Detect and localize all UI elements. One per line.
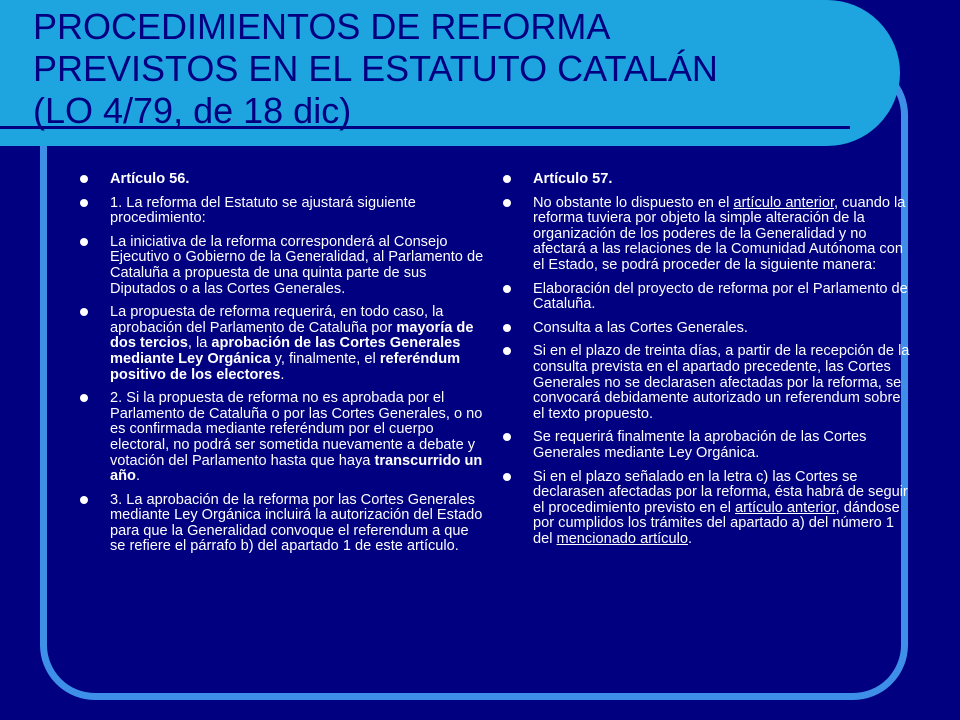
paragraph-text: 3. La aprobación de la reforma por las Cortes Generales mediante Ley Orgánica incluirá la autorización del Estado para que la Generalidad convoque el referendum a que se refiere el párrafo b) del apartado 1 de este artículo.	[110, 491, 483, 555]
list-item	[533, 282, 911, 313]
left-column	[110, 172, 488, 563]
paragraph-text: Consulta a las Cortes Generales.	[533, 319, 748, 336]
paragraph-text: y, finalmente, el	[270, 350, 380, 367]
list-item	[533, 344, 911, 422]
list-item	[533, 470, 911, 548]
list-item	[533, 430, 911, 461]
list-item	[533, 196, 911, 274]
article-56-heading	[110, 172, 488, 188]
paragraph-text: Si en el plazo de treinta días, a partir de la recepción de la consulta prevista en el apartado precedente, las Cortes Generales no se declarasen afectadas por la reforma, se convocará debidamente autorizado un referendum sobre el texto propuesto.	[533, 343, 910, 422]
paragraph-text: .	[687, 530, 693, 547]
article-56-heading-text: Artículo 56.	[110, 171, 190, 187]
paragraph-text: .	[280, 366, 285, 383]
article-57-heading-text: Artículo 57.	[533, 171, 613, 187]
list-item	[110, 235, 488, 297]
bold-text: mayoría de dos tercios	[110, 319, 474, 352]
paragraph-text: Se requerirá finalmente la aprobación de las Cortes Generales mediante Ley Orgánica.	[533, 429, 867, 461]
article-57-heading	[533, 172, 911, 188]
title-line-3: (LO 4/79, de 18 dic)	[33, 90, 352, 131]
paragraph-text: 1. La reforma del Estatuto se ajustará siguiente procedimiento:	[110, 194, 416, 227]
list-item	[110, 391, 488, 485]
mencionado-articulo-link[interactable]: mencionado artículo	[556, 530, 688, 547]
paragraph-text: , dándose por cumplidos los trámites del apartado a) del número 1 del	[533, 499, 900, 547]
paragraph-text: , cuando la reforma tuviera por objeto la simple alteración de la organización de los poderes de la Generalidad y no afectará a las relaciones de la Comunidad Autónoma con el Estado, se podrá proceder de la siguiente manera:	[533, 194, 906, 273]
bold-text: aprobación de las Cortes Generales mediante Ley Orgánica	[110, 335, 461, 367]
paragraph-text: 2. Si la propuesta de reforma no es aprobada por el Parlamento de Cataluña o por las Cortes Generales, o no es confirmada mediante referéndum por el cuerpo electoral, no podrá ser sometida nuevamente a debate y votación del Parlamento hasta que haya	[110, 390, 483, 469]
title-line-2: PREVISTOS EN EL ESTATUTO CATALÁN	[33, 48, 718, 89]
paragraph-text: La propuesta de reforma requerirá, en todo caso, la aprobación del Parlamento de Cataluña por	[110, 304, 444, 336]
paragraph-text: La iniciativa de la reforma corresponderá al Consejo Ejecutivo o Gobierno de la Generalidad, al Parlamento de Cataluña a propuesta de una quinta parte de sus Diputados o a las Cortes Generales.	[110, 233, 484, 297]
paragraph-text: No obstante lo dispuesto en el	[533, 194, 734, 211]
list-item	[533, 321, 911, 337]
list-item	[110, 305, 488, 383]
slide-title	[33, 6, 873, 132]
bold-text: transcurrido un año	[110, 452, 483, 485]
articulo-anterior-link[interactable]: artículo anterior	[733, 194, 834, 211]
right-column	[533, 172, 911, 555]
paragraph-text: , la	[187, 335, 212, 352]
bold-text: referéndum positivo de los electores	[110, 350, 461, 383]
paragraph-text: .	[135, 468, 141, 485]
title-line-1: PROCEDIMIENTOS DE REFORMA	[33, 6, 611, 47]
list-item	[110, 196, 488, 227]
paragraph-text: Si en el plazo señalado en la letra c) las Cortes se declarasen afectadas por la reforma, ésta habrá de seguir el procedimiento previsto en el	[533, 468, 908, 516]
articulo-anterior-link[interactable]: artículo anterior	[735, 499, 836, 516]
list-item	[110, 493, 488, 555]
paragraph-text: Elaboración del proyecto de reforma por el Parlamento de Cataluña.	[533, 280, 908, 313]
